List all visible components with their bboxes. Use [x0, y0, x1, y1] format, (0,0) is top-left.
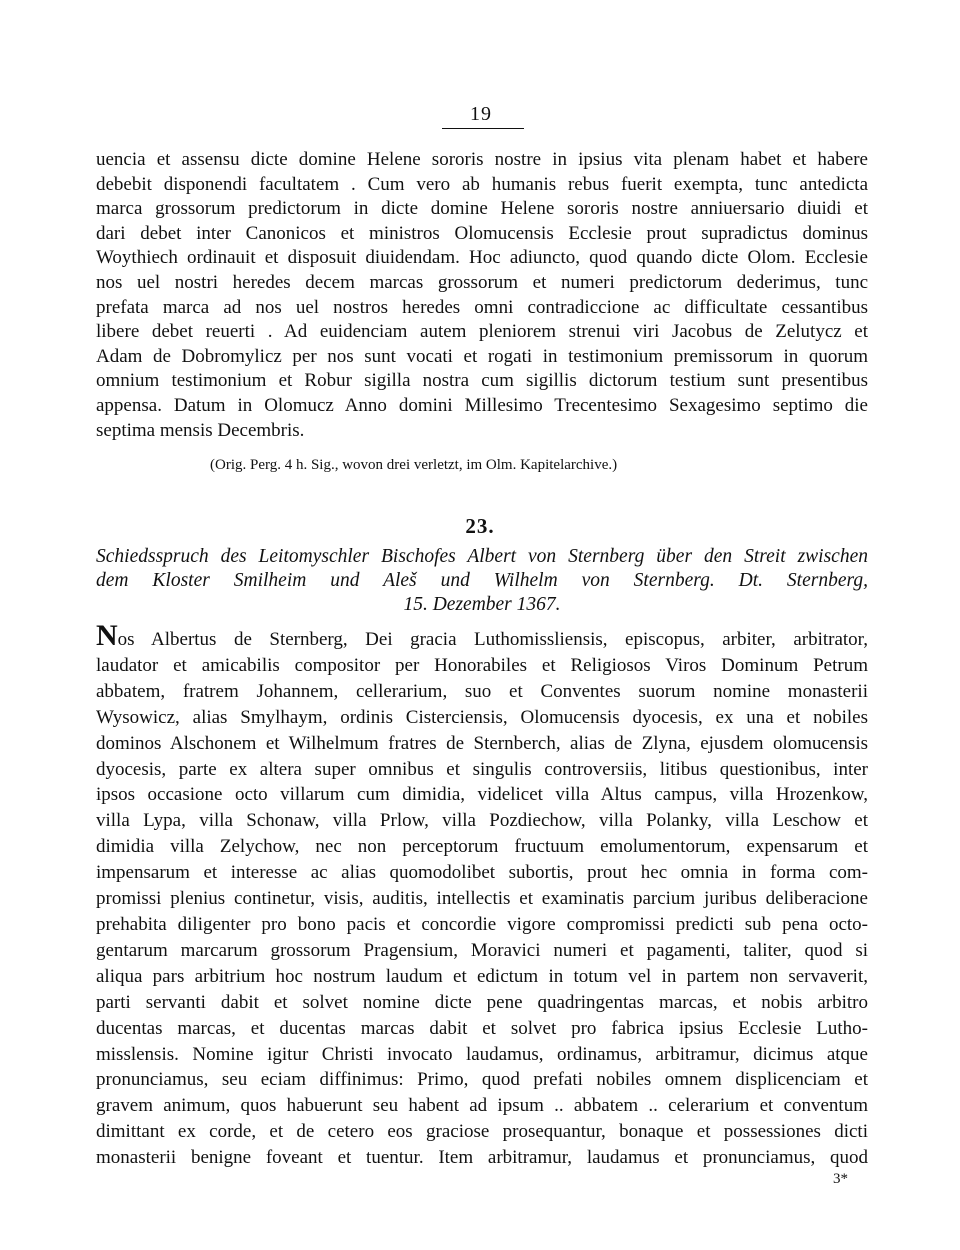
text-line: ipsos occasione octo villarum cum dimidia, videlicet villa Altus campus, villa Hrozenkow,: [96, 784, 868, 806]
text-line: dimidia villa Zelychow, nec non perceptorum fructuum emolumentorum, expensarum et: [96, 836, 868, 858]
text-line: dari debet inter Canonicos et ministros Olomucensis Ecclesie prout supradictus dominus: [96, 222, 868, 244]
heading-line: dem Kloster Smilheim und Aleš und Wilhelm von Sternberg. Dt. Sternberg,: [96, 570, 868, 591]
text-line: nos uel nostri heredes decem marcas grossorum et numeri predictorum dederimus, tunc: [96, 271, 868, 293]
text-line: prefata marca ad nos uel nostros heredes omni contradiccione ac difficultate cessantibus: [96, 296, 868, 318]
heading-line: Schiedsspruch des Leitomyschler Bischofes Albert von Sternberg über den Streit zwischen: [96, 546, 868, 567]
page-number-rule: [442, 128, 524, 129]
text-line: Wysowicz, alias Smylhaym, ordinis Cisterciensis, Olomucensis dyocesis, ex una et nobiles: [96, 706, 868, 728]
document-number: 23.: [465, 514, 495, 538]
text-line: uencia et assensu dicte domine Helene sororis nostre in ipsius vita plenam habet et habere: [96, 149, 868, 170]
text-line: gravem animum, quos habuerunt seu habent ad ipsum .. abbatem .. celerarium et conventum: [96, 1095, 868, 1117]
text-line: parti servanti dabit et solvet nomine dicte pene quadringentas marcas, et nobis arbitro: [96, 991, 868, 1013]
charter-body-paragraph: [96, 619, 868, 1171]
text-line: pronunciamus, seu eciam diffinimus: Primo, quod prefati nobiles omnem displicenciam et: [96, 1069, 868, 1091]
text-line: septima mensis Decembris.: [96, 419, 305, 441]
signature-mark: 3*: [833, 1171, 848, 1187]
text-line: ducentas marcas, et ducentas marcas dabit et solvet pro fabrica ipsius Ecclesie Lutho-: [96, 1017, 868, 1039]
text-line: dominos Alschonem et Wilhelmum fratres de Sternberch, alias de Zlyna, ejusdem olomucensis: [96, 732, 868, 754]
text-line: [96, 619, 868, 653]
text-line: Woythiech ordinauit et disposuit diuidendam. Hoc adiuncto, quod quando dicte Olom. Ecclesie: [96, 247, 868, 269]
text-line: impensarum et interesse ac alias quomodolibet subortis, prout hec omnia in forma com-: [96, 862, 868, 884]
source-note: (Orig. Perg. 4 h. Sig., wovon drei verletzt, im Olm. Kapitelarchive.): [210, 457, 618, 473]
text-line: prehabita diligenter pro bono pacis et concordie vigore compromissi predicti sub pena octo-: [96, 913, 868, 935]
text-line: libere debet reuerti . Ad euidenciam autem pleniorem strenui viri Jacobus de Zelutycz et: [96, 321, 868, 343]
text-line: monasterii benigne foveant et tuentur. Item arbitramur, laudamus et pronunciamus, quod: [96, 1147, 868, 1169]
text-line: dyocesis, parte ex altera super omnibus et singulis controversiis, litibus questionibus, inter: [96, 758, 868, 780]
text-line: abbatem, fratrem Johannem, cellerarium, suo et Conventes suorum nomine monasterii: [96, 680, 868, 702]
text-line: Adam de Dobromylicz per nos sunt vocati et rogati in testimonium premissorum in quorum: [96, 345, 868, 367]
text-line: misslensis. Nomine igitur Christi invocato laudamus, ordinamus, arbitramur, dicimus atque: [96, 1043, 868, 1065]
first-line-text: os Albertus de Sternberg, Dei gracia Luthomissliensis, episcopus, arbiter, arbitrator,: [117, 629, 868, 650]
page-number: 19: [470, 103, 492, 125]
text-line: dimittant ex corde, et de cetero eos graciose prosequantur, bonaque et possessiones dicti: [96, 1121, 868, 1143]
heading-line: 15. Dezember 1367.: [403, 594, 561, 615]
text-line: marca grossorum predictorum in dicte domine Helene sororis nostre anniuersario diuidi et: [96, 198, 868, 220]
text-line: debebit disponendi facultatem . Cum vero ab humanis rebus fuerit exempta, tunc antedicta: [96, 173, 868, 195]
text-line: gentarum marcarum grossorum Pragensium, Moravici numeri et pagamenti, taliter, quod si: [96, 939, 868, 961]
drop-cap: N: [96, 619, 118, 652]
text-line: appensa. Datum in Olomucz Anno domini Millesimo Trecentesimo Sexagesimo septimo die: [96, 394, 868, 416]
charter-closing-paragraph: [96, 148, 868, 443]
text-line: laudator et amicabilis compositor per Honorabiles et Religiosos Viros Dominum Petrum: [96, 654, 868, 676]
text-line: villa Lypa, villa Schonaw, villa Prlow, villa Pozdiechow, villa Polanky, villa Leschow et: [96, 810, 868, 832]
text-line: aliqua pars arbitrium hoc nostrum laudum et edictum in totum vel in partem non servaverit,: [96, 965, 868, 987]
text-line: omnium testimonium et Robur sigilla nostra cum sigillis dictorum testium sunt presentibus: [96, 370, 868, 392]
document-heading: [96, 545, 868, 617]
text-line: promissi plenius continetur, visis, auditis, intellectis et examinatis parcium juribus deliberacione: [96, 888, 868, 910]
